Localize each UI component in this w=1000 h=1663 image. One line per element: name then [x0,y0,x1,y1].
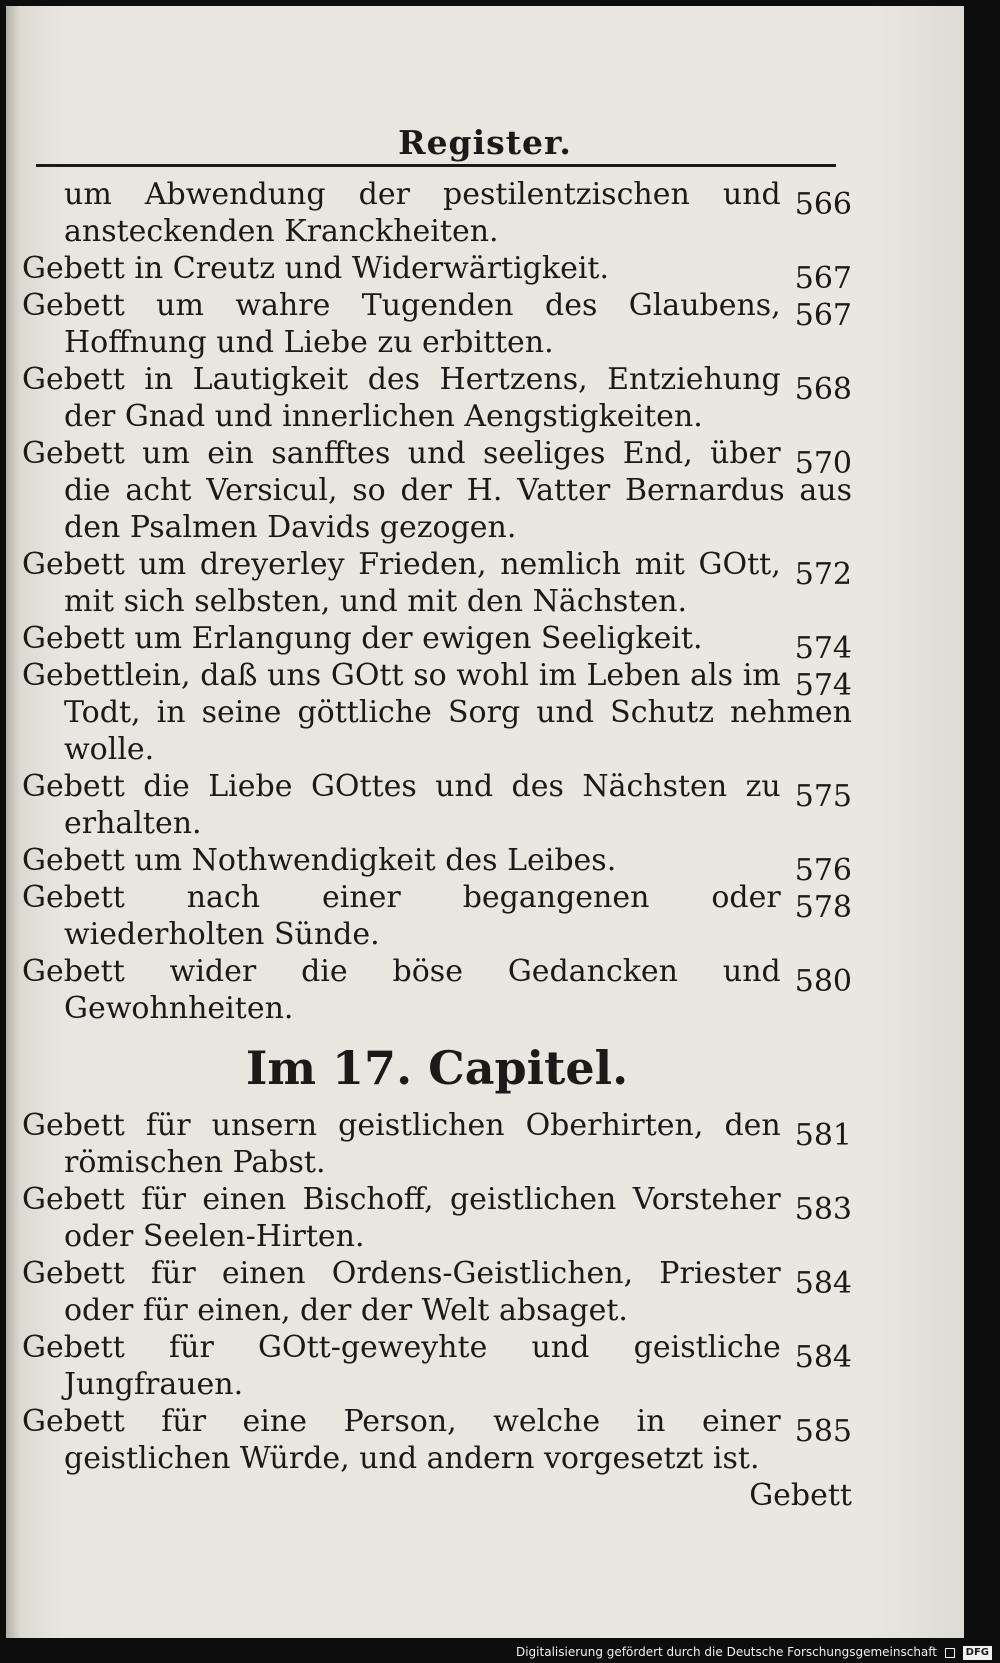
footer-credit: Digitalisierung gefördert durch die Deutsche Forschungsgemeinschaft [515,1645,937,1659]
register-entry [22,1181,852,1255]
register-entry [22,435,852,546]
register-entry [22,250,852,296]
spine-shadow [6,6,20,1638]
entry-page-number: 584 [794,1340,852,1375]
entry-page-number: 570 [794,446,852,481]
entry-page-number: 584 [794,1266,852,1301]
entry-page-number: 574 [794,668,852,703]
entry-page-number: 581 [794,1118,852,1153]
entry-title: Gebett die Liebe GOttes und des Nächsten zu erhalten. [22,769,781,841]
entry-page-number: 585 [794,1414,852,1449]
register-entry [22,546,852,620]
register-entry [22,361,852,435]
entry-page-number: 568 [794,372,852,407]
entry-page-number: 576 [794,853,852,888]
register-entry [22,953,852,1027]
register-entry [22,879,852,953]
digitization-footer [0,1641,1000,1663]
entry-title: Gebett um Nothwendigkeit des Leibes. [22,843,617,878]
entry-title: Gebett in Lautigkeit des Hertzens, Entziehung der Gnad und innerlichen Aengstigkeiten. [22,362,781,434]
entry-title: Gebett um wahre Tugenden des Glaubens, Hoffnung und Liebe zu erbitten. [22,288,781,360]
entry-page-number: 566 [794,187,852,222]
register-entry [22,287,852,361]
register-entry [22,1107,852,1181]
entry-page-number: 567 [794,298,852,333]
entry-page-number: 572 [794,557,852,592]
entry-title: Gebett für GOtt-geweyhte und geistliche Jungfrauen. [22,1330,781,1402]
entry-title: Gebett in Creutz und Widerwärtigkeit. [22,251,610,286]
register-entry [22,1403,852,1477]
entry-page-number: 574 [794,631,852,666]
entry-title: Gebett um Erlangung der ewigen Seeligkeit. [22,621,703,656]
entry-page-number: 578 [794,890,852,925]
running-head: Register. [398,123,572,162]
dfg-logo-icon [945,1648,955,1658]
entry-title: Gebettlein, daß uns GOtt so wohl im Leben als im Todt, in seine göttliche Sorg und Schutz nehmen wolle. [22,658,852,767]
register-entries [22,176,852,1514]
entry-title: Gebett für unsern geistlichen Oberhirten, den römischen Pabst. [22,1108,781,1180]
entries-part1 [22,176,852,1027]
entry-title: Gebett nach einer begangenen oder wiederholten Sünde. [22,880,781,952]
dfg-logo: DFG [963,1646,992,1660]
entry-title: Gebett für einen Bischoff, geistlichen Vorsteher oder Seelen-Hirten. [22,1182,781,1254]
entry-page-number: 580 [794,964,852,999]
entry-page-number: 567 [794,261,852,296]
entry-title: Gebett für einen Ordens-Geistlichen, Priester oder für einen, der der Welt absaget. [22,1256,781,1328]
entry-title: Gebett um ein sanfftes und seeliges End, über die acht Versicul, so der H. Vatter Bernardus aus den Psalmen Davids gezogen. [22,436,852,545]
register-entry [22,176,852,250]
entry-page-number: 575 [794,779,852,814]
register-entry [22,620,852,666]
entries-part2 [22,1107,852,1477]
register-entry [22,1255,852,1329]
entry-title: Gebett für eine Person, welche in einer geistlichen Würde, und andern vorgesetzt ist. [22,1404,781,1476]
register-entry [22,657,852,768]
entry-title: um Abwendung der pestilentzischen und ansteckenden Kranckheiten. [64,177,781,249]
register-entry [22,1329,852,1403]
entry-title: Gebett um dreyerley Frieden, nemlich mit GOtt, mit sich selbsten, und mit den Nächsten. [22,547,781,619]
register-entry [22,768,852,842]
entry-title: Gebett wider die böse Gedancken und Gewohnheiten. [22,954,781,1026]
register-entry [22,842,852,888]
catchword: Gebett [749,1478,852,1513]
entry-page-number: 583 [794,1192,852,1227]
book-page [6,6,964,1638]
chapter-heading: Im 17. Capitel. [245,1041,629,1095]
header-rule [36,164,836,167]
